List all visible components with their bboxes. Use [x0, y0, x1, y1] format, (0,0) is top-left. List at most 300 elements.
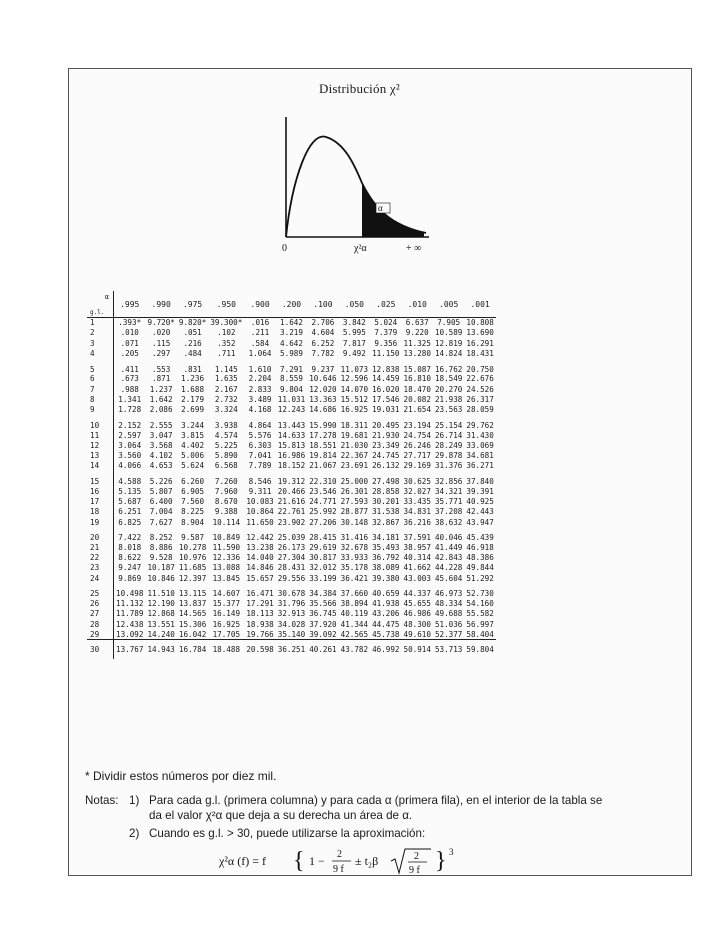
value-cell: 5.135 [118, 486, 142, 496]
value-cell: 9.804 [280, 384, 303, 394]
value-cell: 9.869 [118, 573, 142, 583]
formula-sqrt-num: 2 [414, 851, 419, 862]
value-cell: 23.546 [309, 486, 337, 496]
value-cell: .393* [118, 318, 142, 328]
value-cell: .711 [217, 349, 236, 359]
table-row [87, 384, 496, 394]
value-cell: 26.301 [340, 486, 369, 496]
table-row [87, 328, 496, 338]
value-cell: 1.610 [248, 364, 272, 374]
value-cell: 48.334 [434, 599, 463, 609]
formula-plus-minus: ± t₂β [355, 854, 379, 868]
value-cell: 19.766 [246, 629, 274, 639]
value-cell: 34.384 [309, 589, 337, 599]
value-cell: 18.431 [466, 349, 494, 359]
value-cell: 44.475 [372, 619, 400, 629]
value-cell: 32.027 [403, 486, 431, 496]
value-cell: 22.676 [466, 374, 494, 384]
value-cell: 3.219 [280, 328, 303, 338]
page-title: Distribución χ² [319, 81, 400, 96]
value-cell: 3.324 [214, 405, 238, 415]
value-cell: 51.292 [466, 573, 494, 583]
value-cell: 21.938 [434, 394, 463, 404]
value-cell: .411 [120, 364, 139, 374]
table-row [87, 486, 496, 496]
value-cell: 18.470 [403, 384, 431, 394]
value-cell: 17.705 [212, 629, 241, 639]
value-cell: 24.771 [309, 497, 337, 506]
chi-square-density-figure [264, 109, 454, 279]
value-cell: 1.145 [214, 364, 238, 374]
table-row [87, 359, 496, 374]
df-cell: 10 [87, 415, 114, 430]
table-row [87, 348, 496, 358]
value-cell: 1.237 [149, 384, 173, 394]
value-cell: 19.312 [277, 477, 306, 487]
table-row [87, 527, 496, 542]
value-cell: 8.622 [118, 553, 142, 563]
footnote: * Dividir estos números por diez mil. [85, 769, 277, 783]
value-cell: 16.762 [434, 364, 463, 374]
df-cell: 4 [87, 348, 114, 358]
value-cell: 32.913 [277, 609, 306, 619]
note-1-continuation: da el valor χ²α que deja a su derecha un área de α. [149, 809, 413, 822]
value-cell: 13.092 [116, 629, 144, 639]
value-cell: 34.028 [277, 619, 306, 629]
value-cell: 4.066 [118, 461, 142, 471]
value-cell: 37.591 [403, 533, 431, 543]
value-cell: 46.973 [434, 589, 463, 599]
table-row [87, 640, 496, 660]
df-cell: 2 [87, 328, 114, 338]
value-cell: 18.311 [340, 420, 369, 430]
value-cell: 44.337 [403, 589, 431, 599]
value-cell: 45.604 [434, 573, 463, 583]
value-cell: 25.039 [277, 533, 306, 543]
value-cell: 12.868 [147, 609, 175, 619]
value-cell: 31.376 [434, 461, 463, 471]
value-cell: 13.115 [178, 589, 207, 599]
df-cell: 27 [87, 609, 114, 619]
value-cell: 10.864 [246, 507, 274, 517]
df-cell: 16 [87, 486, 114, 496]
formula-fraction-den: 9 f [333, 864, 344, 875]
value-cell: 14.070 [340, 384, 369, 394]
value-cell: 31.538 [372, 507, 400, 517]
value-cell: 8.252 [149, 533, 173, 543]
value-cell: 27.206 [309, 517, 337, 527]
table-row [87, 471, 496, 486]
value-cell: 43.206 [372, 609, 400, 619]
value-cell: 9.237 [311, 364, 335, 374]
value-cell: 19.814 [309, 451, 337, 461]
value-cell: 6.252 [311, 338, 335, 348]
value-cell: 16.925 [340, 405, 369, 415]
value-cell: 34.831 [403, 507, 431, 517]
value-cell: 29.762 [466, 420, 494, 430]
value-cell: 21.616 [277, 497, 306, 506]
document-page [68, 68, 692, 876]
value-cell: .205 [120, 349, 139, 359]
value-cell: 45.439 [466, 533, 494, 543]
value-cell: 29.556 [277, 573, 306, 583]
value-cell: 5.807 [149, 486, 173, 496]
value-cell: 12.020 [309, 384, 337, 394]
value-cell: 34.181 [372, 533, 400, 543]
table-row [87, 542, 496, 552]
value-cell: 41.344 [340, 619, 369, 629]
table-row [87, 496, 496, 506]
value-cell: 11.590 [212, 542, 241, 552]
table-row [87, 619, 496, 629]
value-cell: 28.858 [372, 486, 400, 496]
value-cell: 24.526 [466, 384, 494, 394]
value-cell: 10.808 [466, 318, 494, 328]
value-cell: 49.844 [466, 563, 494, 573]
df-cell: 18 [87, 507, 114, 517]
alpha-header-cell: .001 [464, 291, 495, 318]
value-cell: .553 [152, 364, 171, 374]
value-cell: 42.565 [340, 629, 369, 639]
value-cell: 27.304 [277, 553, 306, 563]
value-cell: 20.598 [244, 640, 275, 660]
value-cell: 20.750 [466, 364, 494, 374]
table-row [87, 598, 496, 608]
alpha-header-cell: .975 [177, 291, 208, 318]
value-cell: 14.943 [145, 640, 176, 660]
value-cell: 14.686 [309, 405, 337, 415]
value-cell: 33.435 [403, 497, 431, 506]
value-cell: 26.246 [403, 440, 431, 450]
value-cell: 41.662 [403, 563, 431, 573]
value-cell: 46.986 [403, 609, 431, 619]
value-cell: 7.627 [149, 517, 173, 527]
value-cell: 40.119 [340, 609, 369, 619]
value-cell: 52.730 [466, 589, 494, 599]
value-cell: .010 [120, 328, 139, 338]
value-cell: 5.995 [342, 328, 366, 338]
value-cell: 43.782 [339, 640, 370, 660]
value-cell: 6.568 [214, 461, 238, 471]
value-cell: 14.607 [212, 589, 241, 599]
value-cell: 23.902 [277, 517, 306, 527]
value-cell: 16.042 [178, 629, 207, 639]
value-cell: 11.650 [246, 517, 274, 527]
value-cell: 34.321 [434, 486, 463, 496]
value-cell: 10.498 [116, 589, 144, 599]
value-cell: 17.546 [372, 394, 400, 404]
value-cell: 31.430 [466, 430, 494, 440]
value-cell: 22.310 [309, 477, 337, 487]
value-cell: 46.992 [370, 640, 401, 660]
value-cell: 16.986 [277, 451, 306, 461]
value-cell: 40.659 [372, 589, 400, 599]
value-cell: 4.604 [311, 328, 335, 338]
value-cell: 6.637 [405, 318, 429, 328]
note-1-number: 1) [129, 794, 140, 807]
value-cell: 38.632 [434, 517, 463, 527]
value-cell: 21.067 [309, 461, 337, 471]
alpha-column-label: α [104, 293, 109, 301]
value-cell: 11.325 [403, 338, 431, 348]
value-cell: 10.846 [147, 573, 175, 583]
alpha-label: α [378, 203, 383, 213]
value-cell: 39.380 [372, 573, 400, 583]
alpha-header-cell: .025 [370, 291, 401, 318]
value-cell: 33.069 [466, 440, 494, 450]
value-cell: 3.489 [248, 394, 272, 404]
value-cell: 8.018 [118, 542, 142, 552]
value-cell: 13.443 [277, 420, 306, 430]
value-cell: 48.386 [466, 553, 494, 563]
value-cell: 4.653 [149, 461, 173, 471]
value-cell: 34.681 [466, 451, 494, 461]
value-cell: .016 [250, 318, 270, 328]
value-cell: 12.336 [212, 553, 241, 563]
value-cell: 26.173 [277, 542, 306, 552]
formula-fraction-num: 2 [337, 849, 342, 860]
value-cell: 12.190 [147, 599, 175, 609]
value-cell: 30.201 [372, 497, 400, 506]
value-cell: 1.341 [118, 394, 142, 404]
value-cell: 3.938 [214, 420, 238, 430]
alpha-header-cell: .005 [433, 291, 464, 318]
value-cell: 10.849 [212, 533, 241, 543]
value-cell: 18.551 [309, 440, 337, 450]
df-cell: 28 [87, 619, 114, 629]
value-cell: 27.717 [403, 451, 431, 461]
value-cell: 33.199 [309, 573, 337, 583]
value-cell: 21.654 [403, 405, 431, 415]
df-cell: 3 [87, 338, 114, 348]
value-cell: 38.089 [372, 563, 400, 573]
value-cell: 32.867 [372, 517, 400, 527]
df-cell: 11 [87, 430, 114, 440]
value-cell: 21.030 [340, 440, 369, 450]
df-cell: 15 [87, 471, 114, 486]
value-cell: 6.825 [118, 517, 142, 527]
value-cell: 2.555 [149, 420, 173, 430]
value-cell: 35.140 [277, 629, 306, 639]
table-row [87, 338, 496, 348]
value-cell: 5.226 [149, 477, 173, 487]
value-cell: 9.492 [342, 349, 366, 359]
value-cell: 28.249 [434, 440, 463, 450]
value-cell: 20.082 [403, 394, 431, 404]
value-cell: 16.020 [372, 384, 400, 394]
value-cell: 52.377 [434, 629, 463, 639]
value-cell: 59.804 [464, 640, 495, 660]
table-row [87, 629, 496, 639]
value-cell: 28.431 [277, 563, 306, 573]
df-cell: 26 [87, 598, 114, 608]
value-cell: 9.356 [374, 338, 398, 348]
value-cell: 20.466 [277, 486, 306, 496]
value-cell: 3.815 [181, 430, 205, 440]
value-cell: 43.947 [466, 517, 494, 527]
alpha-header-cell: .200 [276, 291, 307, 318]
df-cell: 14 [87, 461, 114, 471]
value-cell: 3.244 [181, 420, 205, 430]
value-cell: 26.317 [466, 394, 494, 404]
value-cell: 9.311 [248, 486, 272, 496]
formula-brace-close: } [435, 848, 447, 874]
value-cell: 36.251 [276, 640, 307, 660]
density-curve [286, 136, 426, 237]
chi-square-table [87, 291, 496, 659]
value-cell: 5.989 [280, 349, 303, 359]
value-cell: 29.169 [403, 461, 431, 471]
value-cell: 9.820* [178, 318, 207, 328]
df-cell: 1 [87, 318, 114, 328]
value-cell: 11.510 [147, 589, 175, 599]
notes-label: Notas: [85, 794, 119, 807]
value-cell: 29.878 [434, 451, 463, 461]
value-cell: 35.771 [434, 497, 463, 506]
value-cell: 18.549 [434, 374, 463, 384]
value-cell: .871 [152, 374, 171, 384]
value-cell: 36.745 [309, 609, 337, 619]
value-cell: 2.086 [149, 405, 173, 415]
value-cell: 48.300 [403, 619, 431, 629]
value-cell: 2.179 [181, 394, 205, 404]
value-cell: 31.416 [340, 533, 369, 543]
value-cell: 16.291 [466, 338, 494, 348]
value-cell: 6.303 [248, 440, 272, 450]
value-cell: .051 [183, 328, 202, 338]
value-cell: 14.846 [246, 563, 274, 573]
value-cell: 16.810 [403, 374, 431, 384]
table-row [87, 374, 496, 384]
alpha-header-row [87, 291, 496, 318]
value-cell: 28.415 [309, 533, 337, 543]
value-cell: 19.681 [340, 430, 369, 440]
value-cell: 11.685 [178, 563, 207, 573]
value-cell: 11.789 [116, 609, 144, 619]
value-cell: 49.610 [403, 629, 431, 639]
value-cell: 54.160 [466, 599, 494, 609]
value-cell: 2.732 [214, 394, 238, 404]
note-2-number: 2) [129, 827, 140, 840]
value-cell: .211 [250, 328, 270, 338]
value-cell: 9.528 [149, 553, 173, 563]
value-cell: 9.220 [405, 328, 429, 338]
value-cell: 2.833 [248, 384, 272, 394]
value-cell: 15.657 [246, 573, 274, 583]
value-cell: 13.363 [309, 394, 337, 404]
alpha-header-cell: .010 [402, 291, 433, 318]
value-cell: 11.073 [340, 364, 369, 374]
value-cell: 10.589 [434, 328, 463, 338]
value-cell: 26.714 [434, 430, 463, 440]
df-row-label: g.l. [90, 309, 105, 316]
value-cell: 13.088 [212, 563, 241, 573]
value-cell: 11.031 [277, 394, 306, 404]
alpha-header-cell: .990 [145, 291, 176, 318]
table-row [87, 563, 496, 573]
alpha-header-cell: .100 [307, 291, 338, 318]
value-cell: 5.890 [214, 451, 238, 461]
value-cell: 7.260 [214, 477, 238, 487]
formula-lhs: χ²α (f) = f [219, 854, 266, 868]
value-cell: 14.040 [246, 553, 274, 563]
df-cell: 21 [87, 542, 114, 552]
df-cell: 19 [87, 517, 114, 527]
value-cell: .673 [120, 374, 139, 384]
value-cell: 28.877 [340, 507, 369, 517]
value-cell: 1.635 [214, 374, 238, 384]
value-cell: 37.840 [466, 477, 494, 487]
table-row [87, 461, 496, 471]
value-cell: 12.438 [116, 619, 144, 629]
value-cell: 5.687 [118, 497, 142, 506]
value-cell: 15.306 [178, 619, 207, 629]
value-cell: 23.194 [403, 420, 431, 430]
value-cell: 14.565 [178, 609, 207, 619]
value-cell: 42.843 [434, 553, 463, 563]
value-cell: 3.047 [149, 430, 173, 440]
value-cell: 37.920 [309, 619, 337, 629]
value-cell: 38.894 [340, 599, 369, 609]
value-cell: 35.493 [372, 542, 400, 552]
value-cell: 18.113 [246, 609, 274, 619]
value-cell: .352 [217, 338, 236, 348]
value-cell: 23.563 [434, 405, 463, 415]
value-cell: 15.377 [212, 599, 241, 609]
value-cell: 53.713 [433, 640, 464, 660]
value-cell: 37.208 [434, 507, 463, 517]
value-cell: 11.150 [372, 349, 400, 359]
value-cell: 3.064 [118, 440, 142, 450]
value-cell: 1.688 [181, 384, 205, 394]
value-cell: 12.838 [372, 364, 400, 374]
df-cell: 29 [87, 629, 114, 639]
value-cell: 5.624 [181, 461, 205, 471]
value-cell: 13.280 [403, 349, 431, 359]
value-cell: 7.291 [280, 364, 303, 374]
value-cell: 36.792 [372, 553, 400, 563]
value-cell: 10.278 [178, 542, 207, 552]
df-cell: 7 [87, 384, 114, 394]
alpha-header-cell: .995 [114, 291, 146, 318]
value-cell: 14.824 [434, 349, 463, 359]
table-row [87, 450, 496, 460]
value-cell: 1.236 [181, 374, 205, 384]
value-cell: 2.152 [118, 420, 142, 430]
value-cell: 5.576 [248, 430, 272, 440]
value-cell: 13.767 [114, 640, 146, 660]
value-cell: 12.819 [434, 338, 463, 348]
value-cell: 22.761 [277, 507, 306, 517]
value-cell: 32.012 [309, 563, 337, 573]
table-row [87, 573, 496, 583]
table-row [87, 394, 496, 404]
value-cell: 26.132 [372, 461, 400, 471]
value-cell: 37.660 [340, 589, 369, 599]
value-cell: 6.260 [181, 477, 205, 487]
table-row [87, 553, 496, 563]
value-cell: 30.625 [403, 477, 431, 487]
note-1-text: Para cada g.l. (primera columna) y para cada α (primera fila), en el interior de la tabla se [149, 794, 603, 807]
value-cell: 35.178 [340, 563, 369, 573]
value-cell: 2.699 [181, 405, 205, 415]
value-cell: 19.031 [372, 405, 400, 415]
value-cell: 35.566 [309, 599, 337, 609]
value-cell: 4.864 [248, 420, 272, 430]
infinity-label: + ∞ [406, 243, 422, 254]
df-cell: 17 [87, 496, 114, 506]
df-cell: 6 [87, 374, 114, 384]
